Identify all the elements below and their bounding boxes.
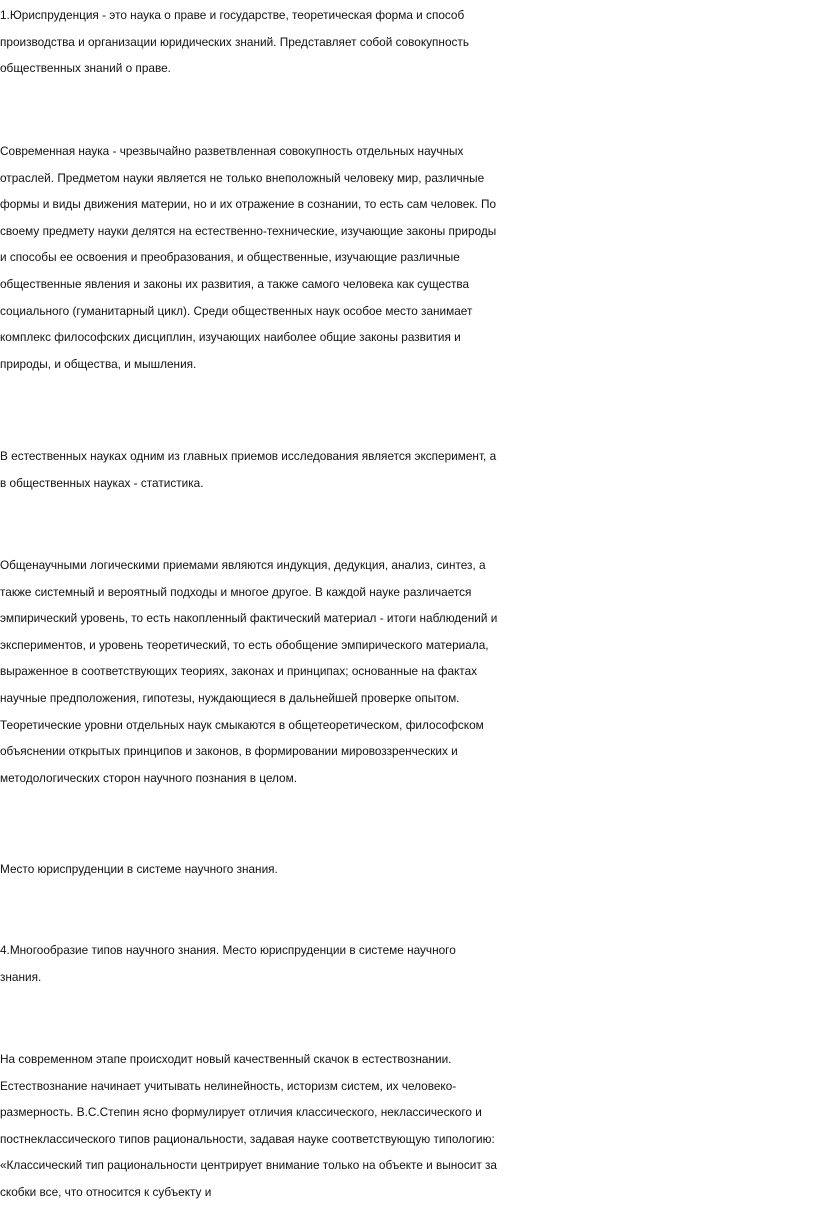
text-line: На современном этапе происходит новый качественный скачок в естествознании. (0, 1052, 452, 1066)
text-line: Место юриспруденции в системе научного знания. (0, 862, 278, 876)
text-line: научные предположения, гипотезы, нуждающиеся в дальнейшей проверке опытом. (0, 690, 460, 705)
text-line: и способы ее освоения и преобразования, и общественные, изучающие различные (0, 250, 460, 265)
text-line: знания. (0, 969, 42, 984)
text-line: эмпирический уровень, то есть накопленный фактический материал - итоги наблюдений и (0, 611, 498, 626)
paragraph-current-stage (0, 1046, 816, 1206)
paragraph-logical-methods (0, 552, 816, 791)
text-line: отраслей. Предметом науки является не только внеположный человеку мир, различные (0, 170, 485, 185)
text-line: Теоретические уровни отдельных наук смыкаются в общетеоретическом, философском (0, 717, 484, 732)
text-line: в общественных науках - статистика. (0, 475, 204, 490)
text-line: выраженное в соответствующих теориях, законах и принципах; основанные на фактах (0, 664, 478, 679)
section-heading-types-of-knowledge (0, 937, 816, 990)
text-line: природы, и общества, и мышления. (0, 356, 197, 371)
paragraph-research-methods (0, 443, 816, 496)
text-line: Естествознание начинает учитывать нелинейность, историзм систем, их человеко- (0, 1078, 457, 1093)
text-line: своему предмету науки делятся на естественно-технические, изучающие законы природы (0, 223, 497, 238)
text-line: размерность. В.С.Степин ясно формулирует отличия классического, неклассического и (0, 1105, 482, 1120)
text-line: скобки все, что относится к субъекту и (0, 1184, 212, 1199)
section-heading-place-of-jurisprudence (0, 856, 816, 883)
paragraph-modern-science (0, 138, 816, 377)
text-line: экспериментов, и уровень теоретический, то есть обобщение эмпирического материала, (0, 637, 489, 652)
paragraph-jurisprudence-definition (0, 2, 816, 82)
text-line: формы и виды движения материи, но и их отражение в сознании, то есть сам человек. По (0, 197, 497, 212)
text-line: 1.Юриспруденция - это наука о праве и государстве, теоретическая форма и способ (0, 8, 465, 22)
text-line: социального (гуманитарный цикл). Среди общественных наук особое место занимает (0, 303, 473, 318)
text-line: В естественных науках одним из главных приемов исследования является эксперимент, а (0, 449, 497, 463)
text-line: производства и организации юридических знаний. Представляет собой совокупность (0, 34, 469, 49)
text-line: общественных знаний о праве. (0, 61, 171, 76)
text-line: Общенаучными логическими приемами являются индукция, дедукция, анализ, синтез, а (0, 558, 486, 572)
text-line: постнеклассического типов рациональности, задавая науке соответствующую типологию: (0, 1131, 495, 1146)
text-line: общественные явления и законы их развития, а также самого человека как существа (0, 276, 470, 291)
text-line: комплекс философских дисциплин, изучающих наиболее общие законы развития и (0, 330, 461, 345)
text-line: объяснении открытых принципов и законов, в формировании мировоззренческих и (0, 744, 458, 759)
text-line: 4.Многообразие типов научного знания. Место юриспруденции в системе научного (0, 943, 456, 957)
text-line: методологических сторон научного познания в целом. (0, 770, 298, 785)
text-line: также системный и вероятный подходы и многое другое. В каждой науке различается (0, 584, 472, 599)
text-line: «Классический тип рациональности центрирует внимание только на объекте и выносит за (0, 1158, 497, 1173)
text-line: Современная наука - чрезвычайно разветвленная совокупность отдельных научных (0, 144, 464, 158)
